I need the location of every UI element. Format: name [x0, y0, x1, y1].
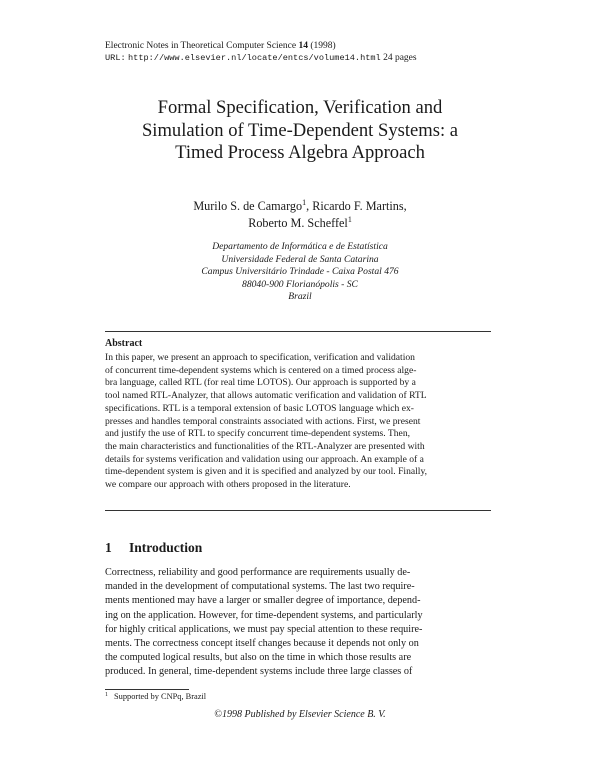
abstract-line: bra language, called RTL (for real time LOTOS). Our approach is supported by a: [105, 377, 416, 389]
title-line-3: Timed Process Algebra Approach: [175, 142, 425, 163]
journal-name: Electronic Notes in Theoretical Computer Science: [105, 41, 297, 51]
abstract-line: we compare our approach with others proposed in the literature.: [105, 479, 351, 491]
introduction-line: the computed logical results, but also on the time in which those results are: [105, 652, 412, 664]
paper-title: [100, 97, 500, 165]
abstract-line: specifications. RTL is a temporal extension of basic LOTOS language which ex-: [105, 402, 415, 414]
introduction-body: [105, 566, 491, 680]
author-martins: Ricardo F. Martins,: [312, 199, 407, 213]
footnote-text: Supported by CNPq, Brazil: [114, 692, 207, 701]
affiliation: [130, 241, 470, 304]
url-label: URL:: [105, 53, 126, 63]
journal-header: [105, 40, 525, 64]
introduction-line: ments mentioned may have a larger or smaller degree of importance, depend-: [105, 595, 421, 607]
journal-citation: [105, 40, 525, 52]
footnote-mark: 1: [105, 692, 108, 698]
authors-line-2: [130, 215, 470, 232]
abstract-heading: Abstract: [105, 338, 143, 349]
journal-url-line: [105, 52, 525, 64]
affiliation-line-4: 88040-900 Florianópolis - SC: [242, 278, 358, 290]
abstract-line: of concurrent time-dependent systems which is centered on a timed process alge-: [105, 364, 417, 376]
introduction-line: produced. In general, time-dependent systems include three large classes of: [105, 666, 413, 678]
footnote-mark-scheffel: 1: [347, 215, 352, 224]
authors-line-1: Murilo S. de Camargo$^1$, Ricardo F. Martins,: [193, 198, 407, 213]
author-scheffel: Roberto M. Scheffel: [248, 216, 348, 230]
abstract-line: tool named RTL-Analyzer, that allows automatic verification and validation of RTL: [105, 390, 427, 402]
introduction-line: manded in the development of computational systems. The last two require-: [105, 581, 415, 593]
abstract-line: and justify the use of RTL to specify concurrent time-dependent systems. Then,: [105, 428, 411, 440]
copyright-notice: [100, 709, 500, 720]
affiliation-line-5: Brazil: [288, 291, 312, 303]
section-heading-introduction: [105, 540, 202, 556]
journal-volume: 14: [298, 41, 308, 51]
footnote-mark-camargo: 1: [302, 198, 307, 207]
journal-year: (1998): [310, 41, 336, 51]
abstract-line: details for systems verification and validation using our approach. An example of a: [105, 453, 424, 465]
section-number: 1: [105, 540, 112, 555]
abstract-top-rule: [105, 331, 491, 332]
introduction-line: for highly critical applications, we must pay special attention to these require-: [105, 623, 423, 635]
introduction-line: ing on the application. However, for time-dependent systems, and particularly: [105, 609, 423, 621]
author-camargo: Murilo S. de Camargo: [193, 199, 303, 213]
title-line-1: Formal Specification, Verification and: [157, 97, 443, 118]
abstract-body: [105, 352, 491, 492]
abstract-line: In this paper, we present an approach to specification, verification and validation: [105, 352, 415, 363]
affiliation-line-3: Campus Universitário Trindade - Caixa Postal 476: [201, 266, 399, 278]
journal-url[interactable]: http://www.elsevier.nl/locate/entcs/volume14.html: [128, 53, 381, 63]
abstract-line: the main characteristics and functionalities of the RTL-Analyzer are presented with: [105, 440, 425, 452]
introduction-line: ments. The correctness concept itself changes because it depends not only on: [105, 638, 419, 650]
affiliation-line-2: Universidade Federal de Santa Catarina: [221, 253, 379, 265]
abstract-bottom-rule: [105, 510, 491, 511]
page-count: 24 pages: [383, 53, 417, 63]
abstract-line: time-dependent system is given and it is specified and analyzed by our tool. Finally,: [105, 466, 428, 478]
copyright-symbol: ©: [214, 709, 222, 720]
affiliation-line-1: Departamento de Informática e de Estatística: [212, 241, 388, 252]
abstract-line: presses and handles temporal constraints associated with actions. First, we present: [105, 415, 421, 427]
section-title: Introduction: [129, 540, 203, 555]
footnote-rule: [105, 689, 189, 690]
introduction-line: Correctness, reliability and good performance are requirements usually de-: [105, 567, 411, 578]
footnote: [105, 692, 206, 702]
copyright-text: 1998 Published by Elsevier Science B. V.: [221, 709, 386, 720]
author-list: [130, 198, 470, 232]
title-line-2: Simulation of Time-Dependent Systems: a: [141, 119, 459, 141]
